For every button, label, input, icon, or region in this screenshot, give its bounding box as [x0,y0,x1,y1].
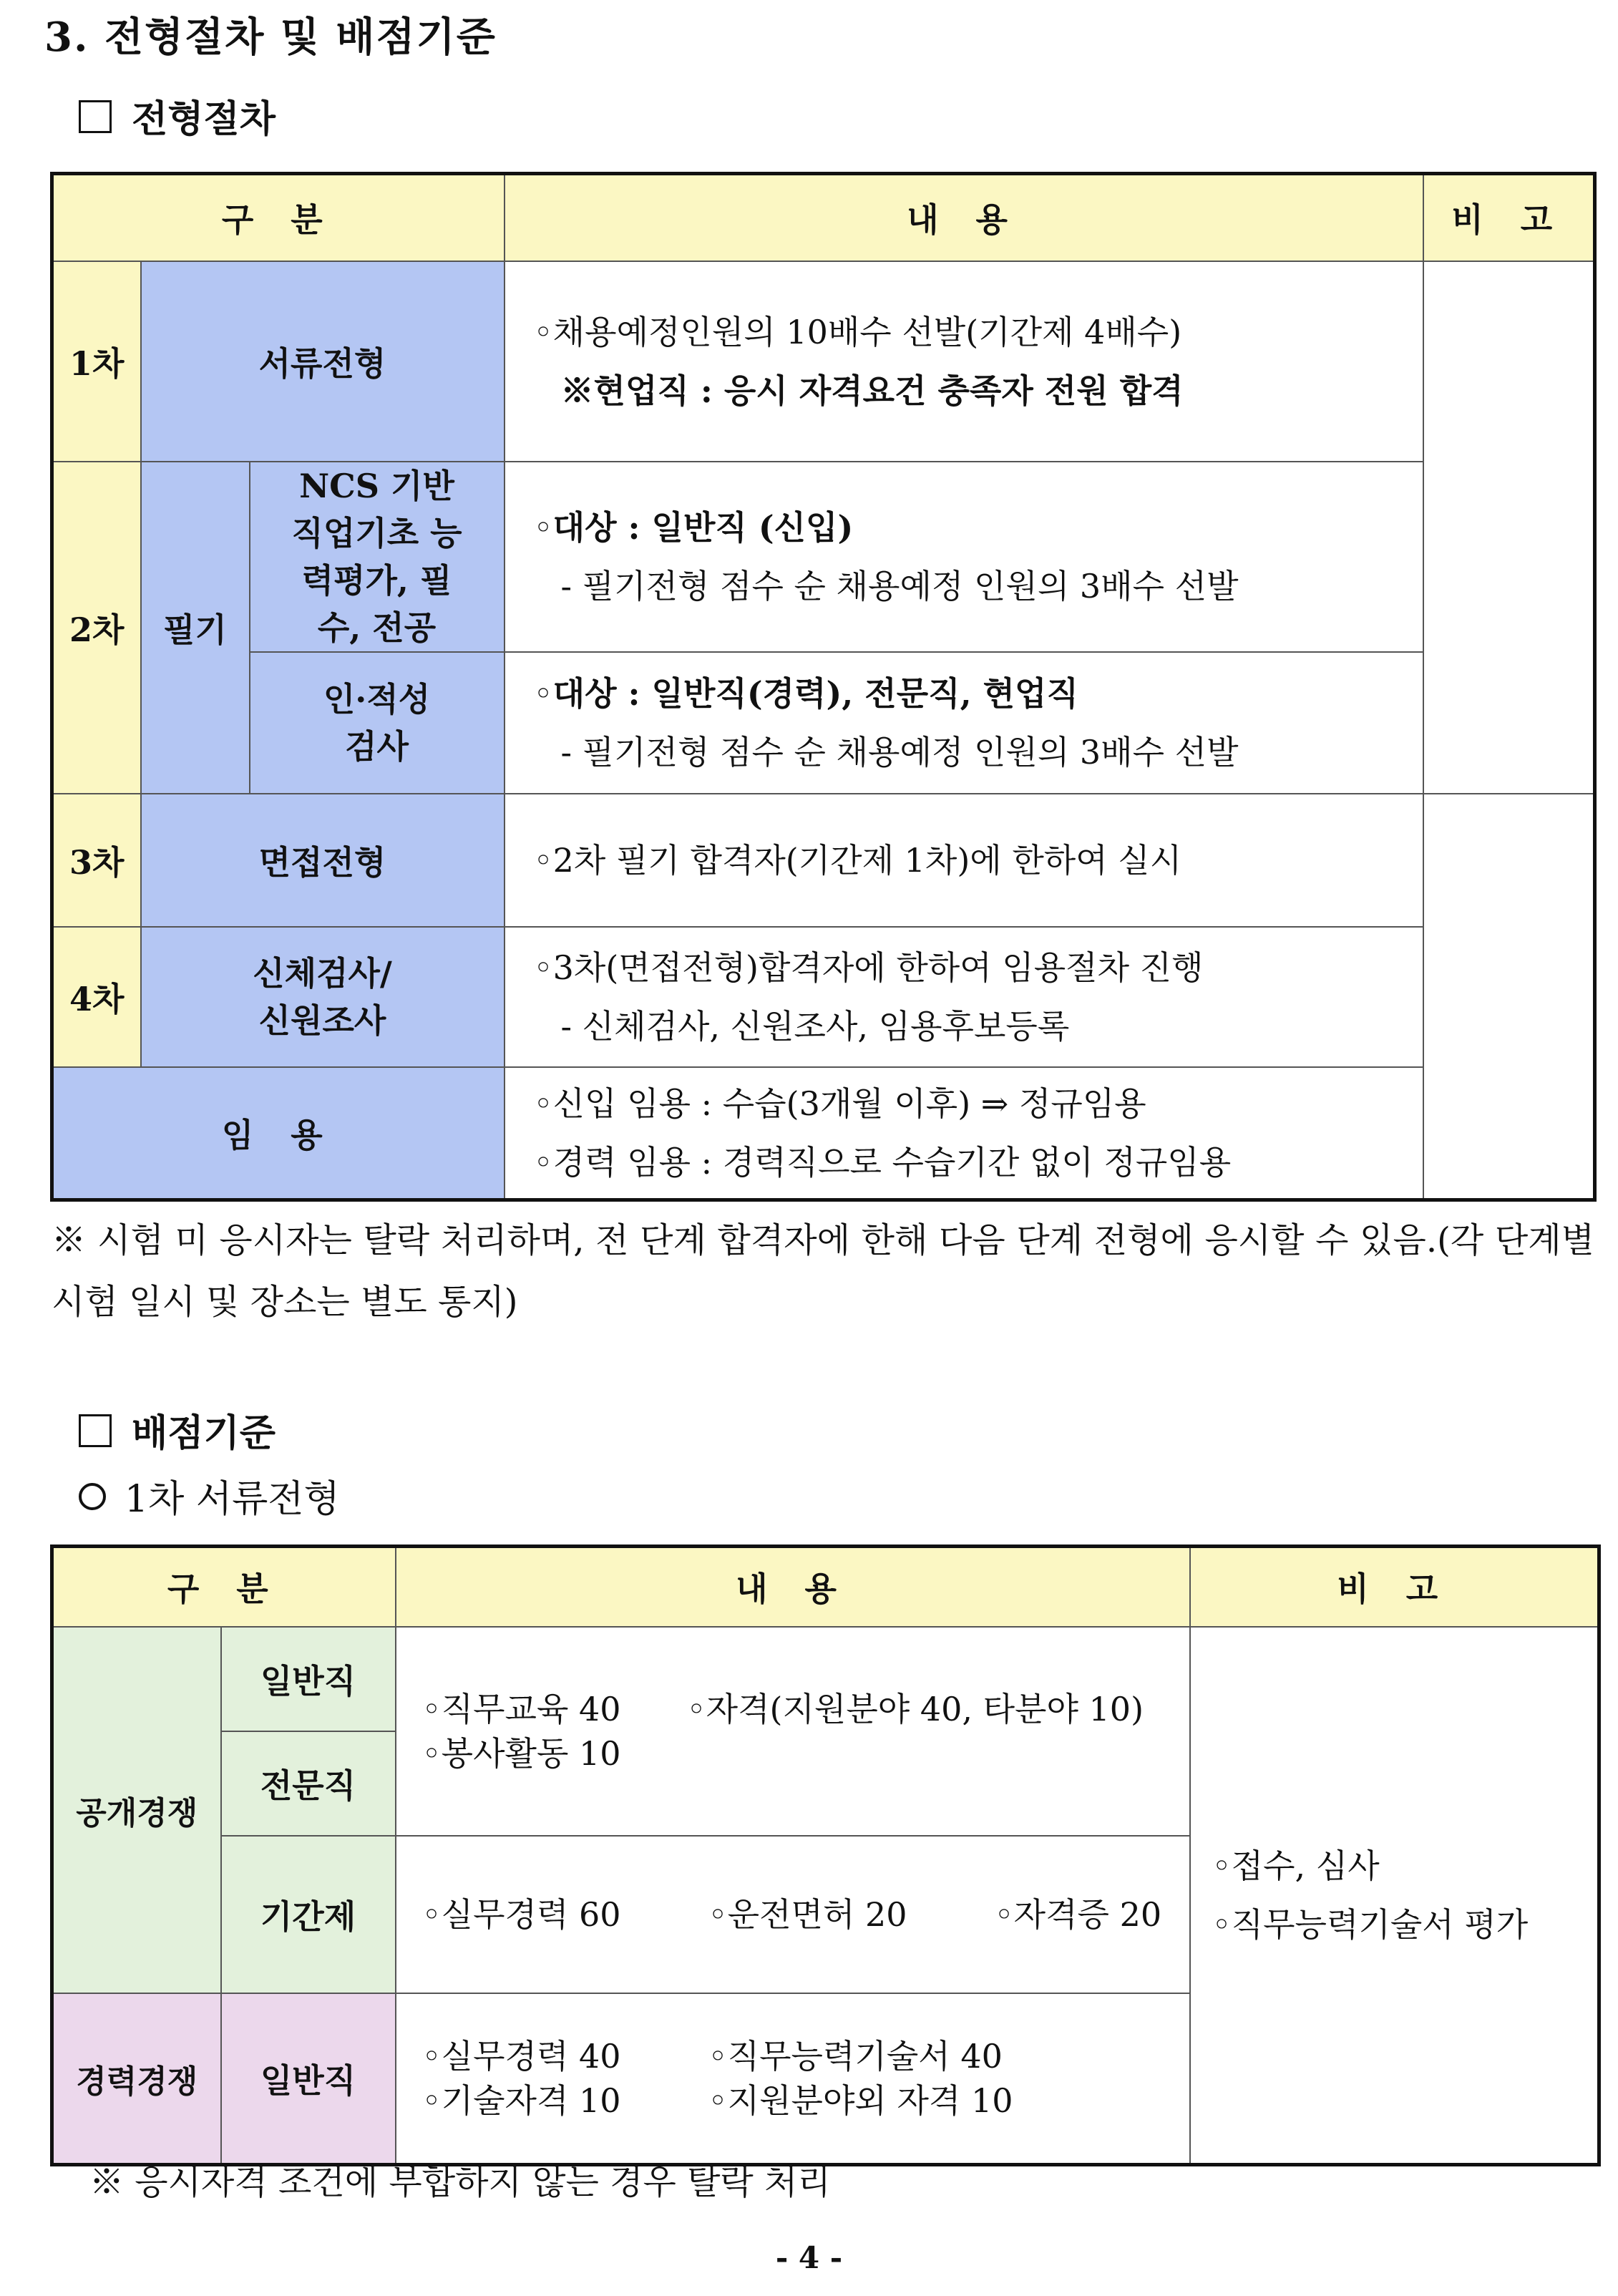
stage4-line2: - 신체검사, 신원조사, 임용후보등록 [560,1006,1070,1046]
appoint-content [505,1067,1423,1200]
appoint-line2: ◦경력 임용 : 경력직으로 수습기간 없이 정규임용 [533,1142,1232,1182]
stage2a-line1: ◦대상 : 일반직 (신입) [533,507,854,547]
stage2b-content [505,652,1423,794]
career-competition-label: 경력경쟁 [52,1993,221,2165]
stage1-name: 서류전형 [141,261,505,462]
stage4-line1: ◦3차(면접전형)합격자에 한하여 임용절차 진행 [533,948,1204,987]
scoring-table [50,1545,1601,2166]
c-item1: ◦실무경력 60 [421,1894,621,1934]
career-general-label: 일반직 [221,1993,396,2165]
appoint-name: 임 용 [52,1067,505,1200]
score-header-remarks: 비 고 [1190,1547,1599,1627]
open-general-label: 일반직 [221,1627,396,1731]
c-item3: ◦자격증 20 [994,1894,1162,1934]
stage1-line1: ◦채용예정인원의 10배수 선발(기간제 4배수) [533,312,1182,351]
procedure-note: ※ 시험 미 응시자는 탈락 처리하며, 전 단계 합격자에 한해 다음 단계 전형에 응시할 수 있음.(각 단계별 시험 일시 및 장소는 별도 통지) [52,1220,1594,1322]
remarks-line1: ◦접수, 심사 [1212,1846,1380,1885]
stage2a-name: NCS 기반 직업기초 능력평가, 필수, 전공 [250,462,505,652]
scoring-subheading: 1차 서류전형 [79,1469,340,1522]
stage4-name: 신체검사/ 신원조사 [141,927,505,1067]
stage3-name: 면접전형 [141,794,505,927]
checkbox-square-icon [79,100,112,133]
scoring-note: ※ 응시자격 조건에 부합하지 않는 경우 탈락 처리 [89,2162,831,2202]
score-header-content: 내 용 [396,1547,1190,1627]
section-title: 3. 전형절차 및 배점기준 [44,14,497,61]
procedure-heading: 전형절차 [79,89,276,142]
c-item2: ◦운전면허 20 [708,1894,907,1934]
stage3-line1: ◦2차 필기 합격자(기간제 1차)에 한하여 실시 [533,840,1182,880]
stage2a-content [505,462,1423,652]
stage1-content [505,261,1423,462]
circle-bullet-icon [79,1483,106,1510]
remarks-line2: ◦직무능력기술서 평가 [1212,1905,1529,1944]
gs-item2: ◦자격(지원분야 40, 타분야 10) [686,1689,1144,1728]
appoint-line1: ◦신입 임용 : 수습(3개월 이후) ⇒ 정규임용 [533,1084,1146,1123]
career-item2: ◦직무능력기술서 40 [708,2036,1003,2076]
score-header-category: 구 분 [52,1547,396,1627]
open-competition-label: 공개경쟁 [52,1627,221,1993]
career-item1: ◦실무경력 40 [421,2036,621,2076]
header-content: 내 용 [505,174,1423,261]
stage2-sub: 필기 [141,462,250,794]
open-general-content [396,1627,1190,1836]
remarks-cell-1 [1423,261,1595,794]
score-remarks [1190,1627,1599,2165]
remarks-cell-2 [1423,794,1595,1200]
stage1-line2: ※현업직 : 응시 자격요건 충족자 전원 합격 [560,371,1184,410]
stage3-number: 3차 [52,794,141,927]
open-specialist-label: 전문직 [221,1731,396,1836]
stage3-content [505,794,1423,927]
header-category: 구 분 [52,174,505,261]
scoring-heading: 배점기준 [79,1403,276,1456]
stage4-number: 4차 [52,927,141,1067]
career-item3: ◦기술자격 10 [421,2081,621,2120]
stage1-number: 1차 [52,261,141,462]
career-content [396,1993,1190,2165]
stage2b-line2: - 필기전형 점수 순 채용예정 인원의 3배수 선발 [560,732,1239,772]
gs-item3: ◦봉사활동 10 [421,1733,621,1773]
open-contract-label: 기간제 [221,1836,396,1993]
career-item4: ◦지원분야외 자격 10 [708,2081,1013,2120]
gs-item1: ◦직무교육 40 [421,1689,621,1728]
stage2b-line1: ◦대상 : 일반직(경력), 전문직, 현업직 [533,673,1078,713]
checkbox-square-icon [79,1414,112,1447]
stage4-content [505,927,1423,1067]
stage2a-line2: - 필기전형 점수 순 채용예정 인원의 3배수 선발 [560,566,1239,605]
procedure-table [50,172,1597,1202]
stage2-number: 2차 [52,462,141,794]
open-contract-content [396,1836,1190,1993]
page-number: - 4 - [775,2240,843,2275]
stage2b-name: 인·적성 검사 [250,652,505,794]
header-remarks: 비 고 [1423,174,1595,261]
